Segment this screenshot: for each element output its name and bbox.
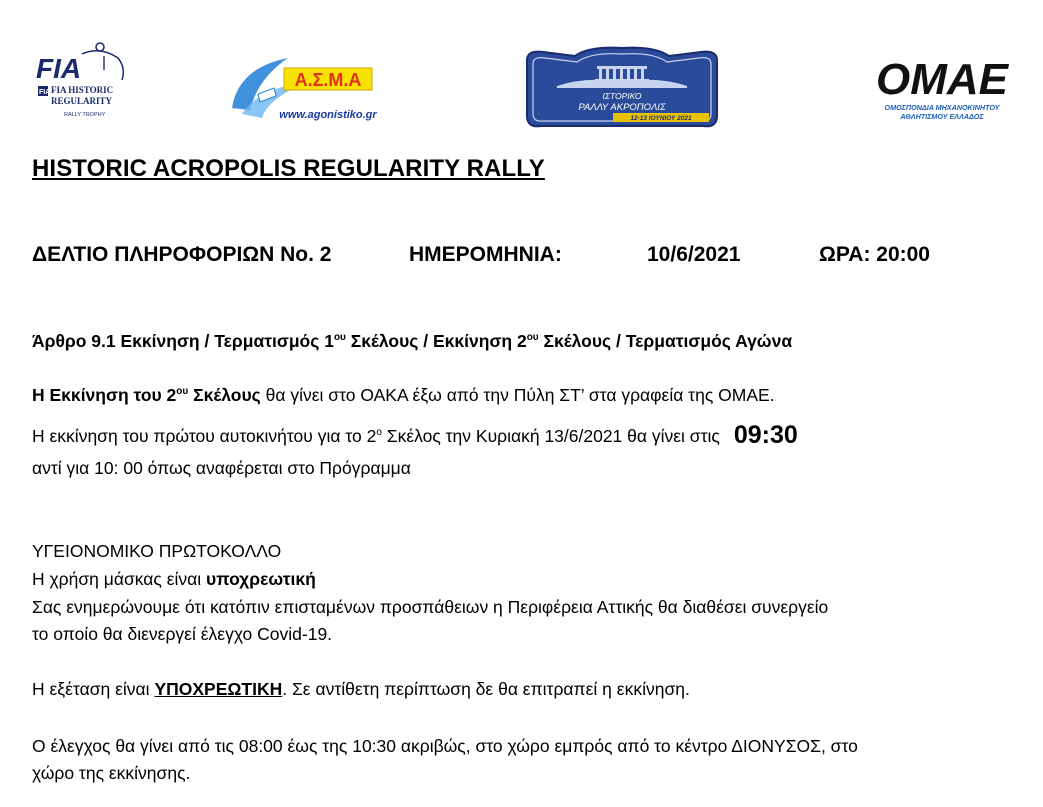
fia-line1: FIA HISTORIC xyxy=(51,85,114,95)
acropolis-line1: ΙΣΤΟΡΙΚΟ xyxy=(602,91,642,101)
svg-text:FIA: FIA xyxy=(39,89,51,96)
inform-line-1: Σας ενημερώνουμε ότι κατόπιν επισταμένων προσπάθειων η Περιφέρεια Αττικής θα διαθέσει συνεργείο xyxy=(32,597,829,617)
asma-name: Α.Σ.Μ.Α xyxy=(294,70,362,90)
document-title: HISTORIC ACROPOLIS REGULARITY RALLY xyxy=(32,155,545,182)
first-car-sup: ο xyxy=(376,427,382,439)
exam-mandatory: ΥΠΟΧΡΕΩΤΙΚΗ xyxy=(154,679,283,699)
logo-bar xyxy=(0,0,1043,140)
asma-logo xyxy=(228,48,392,128)
health-heading: ΥΓΕΙΟΝΟΜΙΚΟ ΠΡΩΤΟΚΟΛΛΟ xyxy=(32,541,282,561)
omae-name: OMAE xyxy=(876,55,1008,104)
exam-part-c: . Σε αντίθετη περίπτωση δε θα επιτραπεί η εκκίνηση. xyxy=(282,679,690,699)
article-part-a: Άρθρο 9.1 Εκκίνηση / Τερματισμός 1 xyxy=(32,331,334,351)
mask-mandatory: υποχρεωτική xyxy=(206,569,316,589)
control-line-1: Ο έλεγχος θα γίνει από τις 08:00 έως της 10:30 ακριβώς, στο χώρο εμπρός από το κέντρο ΔΙΟΝΥΣΟΣ, στο xyxy=(32,736,858,756)
fia-historic-logo xyxy=(34,36,134,124)
date-value: 10/6/2021 xyxy=(647,243,741,266)
stopwatch-icon xyxy=(96,43,104,51)
article-sup-2: ου xyxy=(526,332,539,344)
fia-line3: RALLY TROPHY xyxy=(64,112,106,118)
article-part-b: Σκέλους / Εκκίνηση 2 xyxy=(345,331,527,351)
acropolis-rally-plate-logo xyxy=(517,46,727,130)
time-value: ΩΡΑ: 20:00 xyxy=(819,243,930,266)
start-bold-b: Σκέλους xyxy=(188,385,261,405)
omae-logo xyxy=(872,52,1012,126)
bulletin-number: ΔΕΛΤΙΟ ΠΛΗΡΟΦΟΡΙΩΝ No. 2 xyxy=(32,243,332,266)
start-rest: θα γίνει στο ΟΑΚΑ έξω από την Πύλη ΣΤ’ στα γραφεία της ΟΜΑΕ. xyxy=(260,385,775,405)
article-heading xyxy=(32,331,792,352)
fia-mark: FIA xyxy=(36,53,82,84)
article-sup-1: ου xyxy=(333,332,346,344)
article-part-c: Σκέλους / Τερματισμός Αγώνα xyxy=(538,331,793,351)
mask-paragraph xyxy=(32,569,316,590)
acropolis-dates: 12-13 ΙΟΥΝΙΟΥ 2021 xyxy=(630,115,692,122)
start-sup: ου xyxy=(176,386,189,398)
first-car-part-a: Η εκκίνηση του πρώτου αυτοκινήτου για το 2 xyxy=(32,426,377,446)
date-label: ΗΜΕΡΟΜΗΝΙΑ: xyxy=(409,243,562,266)
start-paragraph xyxy=(32,385,775,406)
control-line-2: χώρο της εκκίνησης. xyxy=(32,763,191,783)
first-car-part-b: Σκέλος την Κυριακή 13/6/2021 θα γίνει στις xyxy=(381,426,720,446)
mask-part-a: Η χρήση μάσκας είναι xyxy=(32,569,207,589)
start-bold-a: Η Εκκίνηση του 2 xyxy=(32,385,177,405)
omae-line1: ΟΜΟΣΠΟΝΔΙΑ ΜΗΧΑΝΟΚΙΝΗΤΟΥ xyxy=(884,103,1000,112)
exam-paragraph xyxy=(32,679,690,700)
inform-line-2: το οποίο θα διενεργεί έλεγχο Covid-19. xyxy=(32,624,333,644)
fia-line2: REGULARITY xyxy=(51,96,113,106)
acropolis-line2: ΡΑΛΛΥ ΑΚΡΟΠΟΛΙΣ xyxy=(578,102,666,113)
instead-paragraph: αντί για 10: 00 όπως αναφέρεται στο Πρόγραμμα xyxy=(32,458,411,478)
first-car-paragraph xyxy=(32,420,798,449)
asma-url: www.agonistiko.gr xyxy=(279,109,377,121)
exam-part-a: Η εξέταση είναι xyxy=(32,679,155,699)
omae-line2: ΑΘΛΗΤΙΣΜΟΥ ΕΛΛΑΔΟΣ xyxy=(900,112,984,121)
first-car-time: 09:30 xyxy=(733,421,798,449)
